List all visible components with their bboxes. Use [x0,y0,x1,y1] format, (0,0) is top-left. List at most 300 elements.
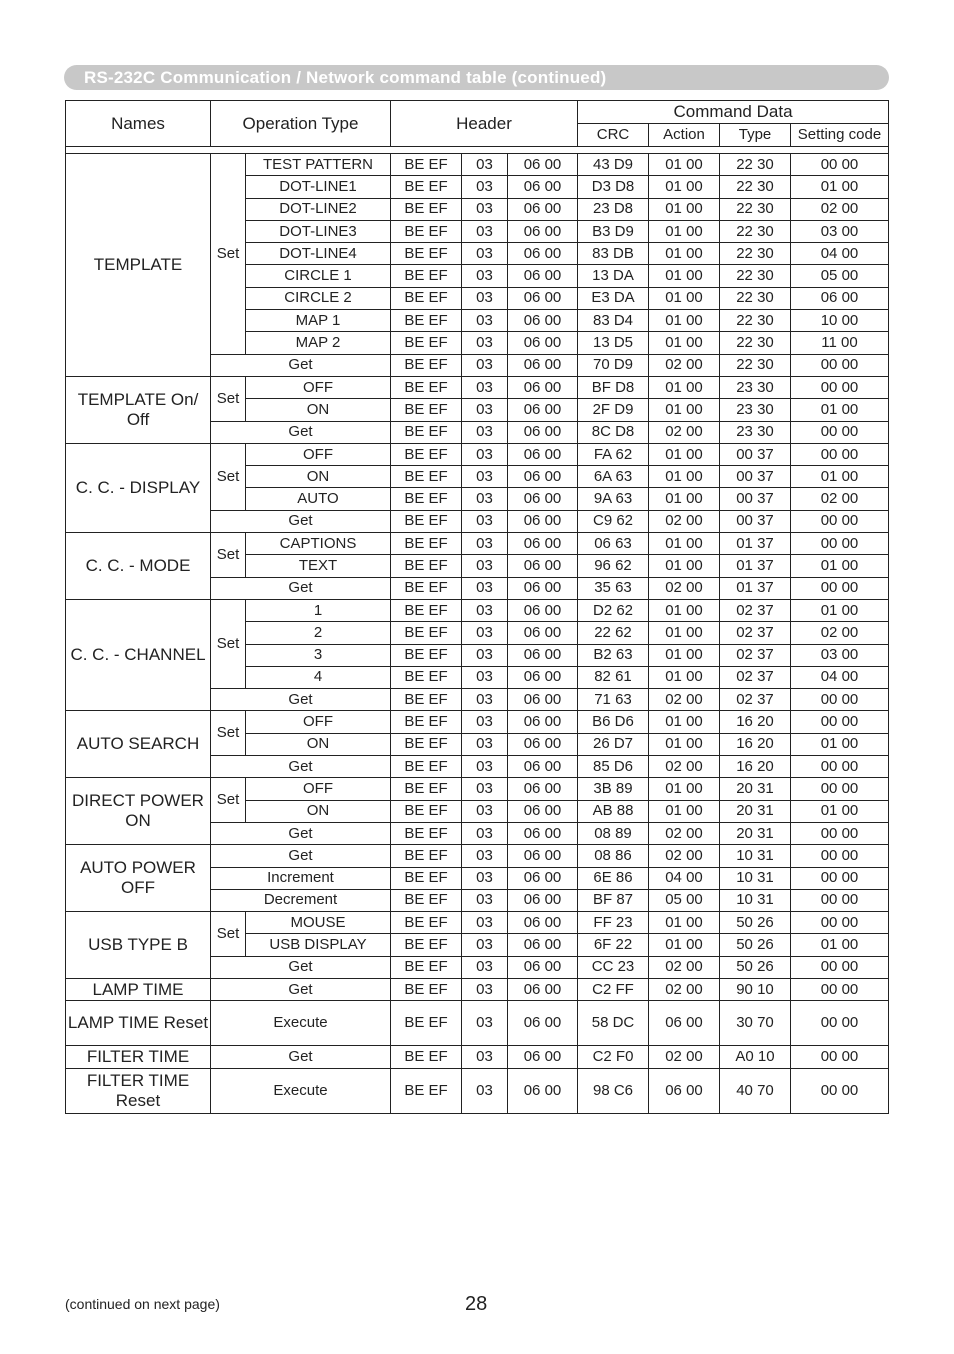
setting-code-cell: 00 00 [791,956,889,978]
header-bytes-2: 03 [462,978,508,1000]
table-row [66,978,889,1000]
header-action: Action [649,124,720,147]
header-bytes-1: BE EF [391,733,462,755]
action-cell: 01 00 [649,711,720,733]
header-bytes-3: 06 00 [508,622,578,644]
type-cell: 02 37 [720,666,791,688]
header-bytes-1: BE EF [391,689,462,711]
operation-cell: ON [246,466,391,488]
setting-code-cell: 00 00 [791,778,889,800]
type-cell: 23 30 [720,399,791,421]
header-bytes-3: 06 00 [508,466,578,488]
crc-cell: C9 62 [578,510,649,532]
header-bytes-3: 06 00 [508,443,578,465]
table-row [66,154,889,176]
header-bytes-1: BE EF [391,1046,462,1068]
operation-cell: MAP 1 [246,310,391,332]
setting-code-cell: 00 00 [791,889,889,911]
action-cell: 01 00 [649,778,720,800]
crc-cell: B2 63 [578,644,649,666]
setting-code-cell: 00 00 [791,822,889,844]
type-cell: 50 26 [720,912,791,934]
header-bytes-3: 06 00 [508,310,578,332]
header-bytes-3: 06 00 [508,689,578,711]
operation-cell: Get [211,756,391,778]
type-cell: 02 37 [720,689,791,711]
operation-cell: TEXT [246,555,391,577]
action-cell: 01 00 [649,622,720,644]
type-cell: 22 30 [720,265,791,287]
action-cell: 02 00 [649,978,720,1000]
header-bytes-2: 03 [462,399,508,421]
header-bytes-1: BE EF [391,466,462,488]
command-name: C. C. - CHANNEL [66,599,211,710]
crc-cell: BF 87 [578,889,649,911]
header-bytes-3: 06 00 [508,822,578,844]
type-cell: 22 30 [720,220,791,242]
type-cell: 01 37 [720,533,791,555]
header-bytes-1: BE EF [391,488,462,510]
header-crc: CRC [578,124,649,147]
type-cell: 23 30 [720,421,791,443]
command-name: TEMPLATE [66,154,211,377]
setting-code-cell: 00 00 [791,443,889,465]
action-cell: 02 00 [649,421,720,443]
setting-code-cell: 02 00 [791,622,889,644]
command-name: LAMP TIME [66,978,211,1000]
header-bytes-3: 06 00 [508,488,578,510]
crc-cell: CC 23 [578,956,649,978]
crc-cell: 13 D5 [578,332,649,354]
action-cell: 04 00 [649,867,720,889]
table-row [66,1001,889,1046]
setting-code-cell: 01 00 [791,599,889,621]
header-bytes-3: 06 00 [508,332,578,354]
header-bytes-2: 03 [462,756,508,778]
header-header: Header [391,101,578,147]
setting-code-cell: 01 00 [791,466,889,488]
header-bytes-1: BE EF [391,934,462,956]
setting-code-cell: 06 00 [791,287,889,309]
header-bytes-1: BE EF [391,310,462,332]
header-bytes-3: 06 00 [508,711,578,733]
header-bytes-1: BE EF [391,421,462,443]
set-label: Set [211,599,246,688]
setting-code-cell: 03 00 [791,220,889,242]
header-bytes-2: 03 [462,778,508,800]
crc-cell: B6 D6 [578,711,649,733]
operation-cell: Get [211,1046,391,1068]
header-bytes-1: BE EF [391,176,462,198]
header-bytes-1: BE EF [391,778,462,800]
header-bytes-1: BE EF [391,711,462,733]
header-bytes-1: BE EF [391,622,462,644]
crc-cell: 98 C6 [578,1068,649,1113]
crc-cell: FA 62 [578,443,649,465]
header-bytes-3: 06 00 [508,220,578,242]
setting-code-cell: 00 00 [791,978,889,1000]
action-cell: 06 00 [649,1001,720,1046]
header-bytes-3: 06 00 [508,376,578,398]
operation-cell: MOUSE [246,912,391,934]
setting-code-cell: 02 00 [791,198,889,220]
header-bytes-2: 03 [462,1046,508,1068]
header-bytes-2: 03 [462,733,508,755]
command-name: C. C. - MODE [66,533,211,600]
crc-cell: 06 63 [578,533,649,555]
header-bytes-3: 06 00 [508,1068,578,1113]
crc-cell: 6E 86 [578,867,649,889]
header-setting-code: Setting code [791,124,889,147]
header-bytes-2: 03 [462,287,508,309]
operation-cell: Get [211,956,391,978]
setting-code-cell: 02 00 [791,488,889,510]
header-bytes-2: 03 [462,822,508,844]
crc-cell: E3 DA [578,287,649,309]
header-bytes-2: 03 [462,800,508,822]
setting-code-cell: 00 00 [791,867,889,889]
page-number: 28 [465,1293,488,1315]
operation-cell: DOT-LINE2 [246,198,391,220]
type-cell: 01 37 [720,577,791,599]
operation-cell: Get [211,577,391,599]
action-cell: 01 00 [649,310,720,332]
header-bytes-2: 03 [462,243,508,265]
header-bytes-3: 06 00 [508,978,578,1000]
header-bytes-3: 06 00 [508,198,578,220]
header-bytes-1: BE EF [391,1068,462,1113]
header-bytes-2: 03 [462,912,508,934]
header-bytes-1: BE EF [391,376,462,398]
operation-cell: Execute [211,1068,391,1113]
header-bytes-3: 06 00 [508,1001,578,1046]
operation-cell: ON [246,399,391,421]
header-bytes-2: 03 [462,956,508,978]
header-bytes-1: BE EF [391,822,462,844]
crc-cell: BF D8 [578,376,649,398]
operation-cell: Get [211,845,391,867]
header-bytes-2: 03 [462,845,508,867]
header-bytes-1: BE EF [391,1001,462,1046]
operation-cell: Get [211,689,391,711]
header-bytes-1: BE EF [391,644,462,666]
command-name: C. C. - DISPLAY [66,443,211,532]
action-cell: 01 00 [649,443,720,465]
type-cell: 10 31 [720,867,791,889]
header-bytes-1: BE EF [391,332,462,354]
crc-cell: 08 89 [578,822,649,844]
header-bytes-1: BE EF [391,956,462,978]
operation-cell: Increment [211,867,391,889]
crc-cell: AB 88 [578,800,649,822]
setting-code-cell: 00 00 [791,354,889,376]
header-bytes-3: 06 00 [508,1046,578,1068]
header-bytes-1: BE EF [391,867,462,889]
type-cell: 00 37 [720,443,791,465]
type-cell: A0 10 [720,1046,791,1068]
type-cell: 00 37 [720,488,791,510]
header-bytes-2: 03 [462,198,508,220]
type-cell: 20 31 [720,800,791,822]
header-bytes-2: 03 [462,510,508,532]
header-bytes-3: 06 00 [508,533,578,555]
header-bytes-3: 06 00 [508,354,578,376]
command-name: LAMP TIME Reset [66,1001,211,1046]
header-bytes-2: 03 [462,555,508,577]
set-label: Set [211,533,246,578]
crc-cell: 58 DC [578,1001,649,1046]
setting-code-cell: 10 00 [791,310,889,332]
action-cell: 02 00 [649,577,720,599]
action-cell: 02 00 [649,756,720,778]
header-bytes-2: 03 [462,220,508,242]
operation-cell: 1 [246,599,391,621]
operation-cell: DOT-LINE1 [246,176,391,198]
command-name: AUTO SEARCH [66,711,211,778]
crc-cell: 2F D9 [578,399,649,421]
setting-code-cell: 00 00 [791,577,889,599]
operation-cell: CIRCLE 1 [246,265,391,287]
action-cell: 01 00 [649,376,720,398]
header-bytes-3: 06 00 [508,555,578,577]
header-bytes-1: BE EF [391,198,462,220]
header-bytes-3: 06 00 [508,912,578,934]
action-cell: 01 00 [649,399,720,421]
section-title: RS-232C Communication / Network command table (continued) [84,68,607,87]
header-bytes-2: 03 [462,488,508,510]
type-cell: 40 70 [720,1068,791,1113]
type-cell: 22 30 [720,287,791,309]
table-row [66,778,889,800]
header-type: Type [720,124,791,147]
setting-code-cell: 01 00 [791,934,889,956]
crc-cell: C2 FF [578,978,649,1000]
command-name: USB TYPE B [66,912,211,979]
setting-code-cell: 01 00 [791,399,889,421]
type-cell: 30 70 [720,1001,791,1046]
table-row [66,845,889,867]
header-bytes-2: 03 [462,376,508,398]
header-operation-type: Operation Type [211,101,391,147]
type-cell: 50 26 [720,956,791,978]
type-cell: 22 30 [720,176,791,198]
operation-cell: AUTO [246,488,391,510]
header-bytes-2: 03 [462,666,508,688]
operation-cell: TEST PATTERN [246,154,391,176]
operation-cell: DOT-LINE3 [246,220,391,242]
setting-code-cell: 00 00 [791,154,889,176]
continued-note: (continued on next page) [65,1296,220,1312]
setting-code-cell: 05 00 [791,265,889,287]
action-cell: 01 00 [649,176,720,198]
header-bytes-2: 03 [462,265,508,287]
crc-cell: 13 DA [578,265,649,287]
crc-cell: 23 D8 [578,198,649,220]
setting-code-cell: 00 00 [791,711,889,733]
header-bytes-3: 06 00 [508,756,578,778]
header-bytes-2: 03 [462,577,508,599]
type-cell: 16 20 [720,756,791,778]
setting-code-cell: 00 00 [791,1001,889,1046]
set-label: Set [211,778,246,823]
operation-cell: Get [211,510,391,532]
command-name: FILTER TIME [66,1046,211,1068]
header-bytes-3: 06 00 [508,176,578,198]
header-bytes-2: 03 [462,154,508,176]
action-cell: 01 00 [649,912,720,934]
header-bytes-2: 03 [462,644,508,666]
type-cell: 16 20 [720,711,791,733]
type-cell: 22 30 [720,310,791,332]
operation-cell: 4 [246,666,391,688]
header-bytes-3: 06 00 [508,845,578,867]
header-bytes-3: 06 00 [508,889,578,911]
table-row [66,1068,889,1113]
operation-cell: Execute [211,1001,391,1046]
operation-cell: OFF [246,711,391,733]
crc-cell: 85 D6 [578,756,649,778]
crc-cell: 82 61 [578,666,649,688]
header-bytes-2: 03 [462,443,508,465]
header-bytes-2: 03 [462,354,508,376]
crc-cell: D2 62 [578,599,649,621]
command-table [65,100,889,1114]
header-bytes-1: BE EF [391,265,462,287]
setting-code-cell: 04 00 [791,666,889,688]
setting-code-cell: 00 00 [791,1046,889,1068]
header-bytes-3: 06 00 [508,599,578,621]
crc-cell: FF 23 [578,912,649,934]
action-cell: 01 00 [649,287,720,309]
set-label: Set [211,376,246,421]
header-bytes-2: 03 [462,310,508,332]
command-name: FILTER TIME Reset [66,1068,211,1113]
header-bytes-2: 03 [462,889,508,911]
crc-cell: 35 63 [578,577,649,599]
header-bytes-2: 03 [462,622,508,644]
action-cell: 01 00 [649,220,720,242]
set-label: Set [211,912,246,957]
action-cell: 02 00 [649,1046,720,1068]
operation-cell: Get [211,822,391,844]
setting-code-cell: 00 00 [791,376,889,398]
header-bytes-2: 03 [462,1001,508,1046]
action-cell: 01 00 [649,555,720,577]
action-cell: 05 00 [649,889,720,911]
type-cell: 10 31 [720,845,791,867]
header-bytes-2: 03 [462,1068,508,1113]
setting-code-cell: 01 00 [791,176,889,198]
crc-cell: 26 D7 [578,733,649,755]
operation-cell: CAPTIONS [246,533,391,555]
type-cell: 01 37 [720,555,791,577]
header-bytes-2: 03 [462,689,508,711]
action-cell: 01 00 [649,154,720,176]
header-bytes-3: 06 00 [508,243,578,265]
operation-cell: 3 [246,644,391,666]
set-label: Set [211,443,246,510]
crc-cell: 9A 63 [578,488,649,510]
type-cell: 00 37 [720,510,791,532]
header-bytes-1: BE EF [391,443,462,465]
type-cell: 10 31 [720,889,791,911]
setting-code-cell: 00 00 [791,912,889,934]
header-bytes-3: 06 00 [508,778,578,800]
crc-cell: 3B 89 [578,778,649,800]
action-cell: 01 00 [649,644,720,666]
header-bytes-3: 06 00 [508,421,578,443]
action-cell: 01 00 [649,666,720,688]
header-bytes-1: BE EF [391,756,462,778]
header-bytes-1: BE EF [391,978,462,1000]
action-cell: 06 00 [649,1068,720,1113]
crc-cell: 22 62 [578,622,649,644]
type-cell: 22 30 [720,198,791,220]
crc-cell: 83 D4 [578,310,649,332]
crc-cell: D3 D8 [578,176,649,198]
header-bytes-1: BE EF [391,243,462,265]
header-bytes-2: 03 [462,533,508,555]
setting-code-cell: 00 00 [791,689,889,711]
type-cell: 20 31 [720,822,791,844]
set-label: Set [211,154,246,355]
header-bytes-1: BE EF [391,154,462,176]
header-bytes-1: BE EF [391,287,462,309]
header-names: Names [66,101,211,147]
setting-code-cell: 00 00 [791,533,889,555]
setting-code-cell: 00 00 [791,421,889,443]
action-cell: 01 00 [649,265,720,287]
header-bytes-1: BE EF [391,354,462,376]
setting-code-cell: 01 00 [791,800,889,822]
operation-cell: Get [211,421,391,443]
crc-cell: B3 D9 [578,220,649,242]
action-cell: 01 00 [649,332,720,354]
crc-cell: 71 63 [578,689,649,711]
type-cell: 22 30 [720,243,791,265]
operation-cell: ON [246,800,391,822]
header-bytes-2: 03 [462,711,508,733]
command-name: TEMPLATE On/ Off [66,376,211,443]
action-cell: 01 00 [649,934,720,956]
header-bytes-2: 03 [462,867,508,889]
action-cell: 01 00 [649,533,720,555]
type-cell: 02 37 [720,622,791,644]
header-bytes-1: BE EF [391,533,462,555]
crc-cell: C2 F0 [578,1046,649,1068]
header-bytes-1: BE EF [391,510,462,532]
header-bytes-3: 06 00 [508,733,578,755]
command-name: DIRECT POWER ON [66,778,211,845]
set-label: Set [211,711,246,756]
header-bytes-1: BE EF [391,555,462,577]
action-cell: 01 00 [649,800,720,822]
header-bytes-2: 03 [462,421,508,443]
operation-cell: OFF [246,376,391,398]
header-bytes-1: BE EF [391,800,462,822]
type-cell: 02 37 [720,599,791,621]
action-cell: 01 00 [649,243,720,265]
table-row [66,443,889,465]
action-cell: 01 00 [649,466,720,488]
type-cell: 20 31 [720,778,791,800]
type-cell: 22 30 [720,354,791,376]
operation-cell: CIRCLE 2 [246,287,391,309]
crc-cell: 43 D9 [578,154,649,176]
header-bytes-3: 06 00 [508,577,578,599]
operation-cell: DOT-LINE4 [246,243,391,265]
action-cell: 02 00 [649,689,720,711]
